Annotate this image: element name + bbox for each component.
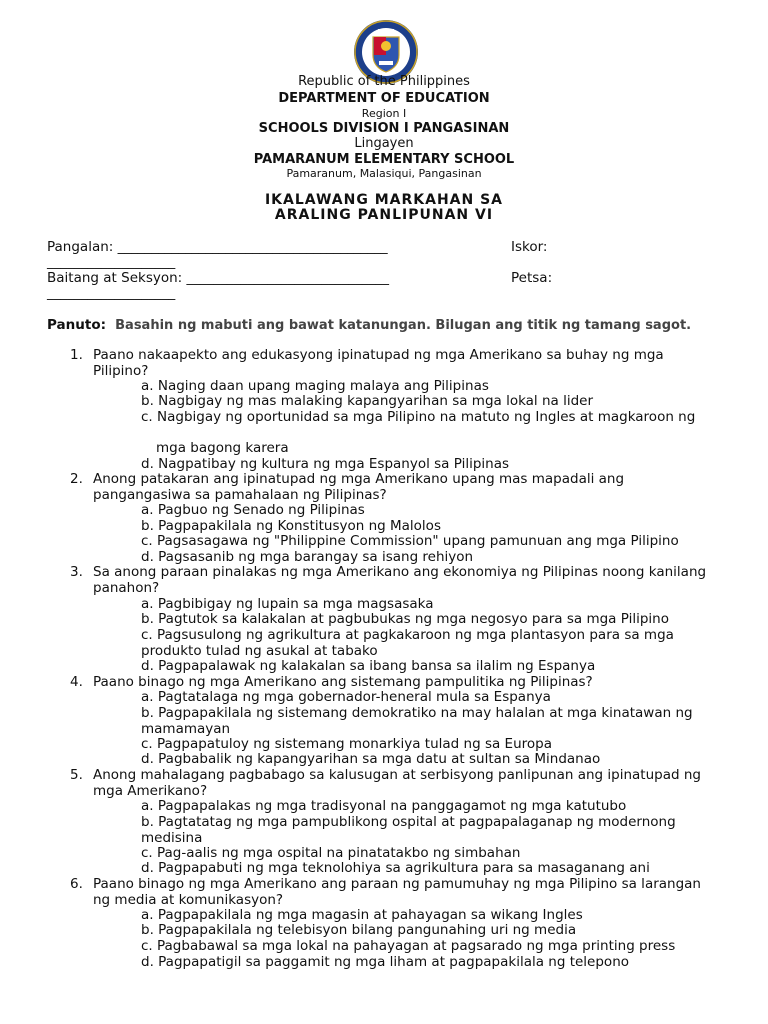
question-stem: Paano binago ng mga Amerikano ang sistemang pampulitika ng Pilipinas?: [93, 674, 593, 690]
question-1-option-a[interactable]: a. Naging daan upang maging malaya ang Pilipinas: [141, 378, 489, 394]
question-6-option-b[interactable]: b. Pagpapakilala ng telebisyon bilang pangunahing uri ng media: [141, 922, 577, 938]
exam-title-line-2: ARALING PANLIPUNAN VI: [274, 207, 494, 223]
question-2-option-c[interactable]: c. Pagsasagawa ng "Philippine Commission" upang pamunuan ang mga Pilipino: [141, 533, 679, 549]
name-field-continued: ___________________: [47, 254, 176, 270]
name-field[interactable]: Pangalan: ________________________________________: [47, 239, 388, 255]
header-division: SCHOOLS DIVISION I PANGASINAN: [258, 121, 510, 136]
question-5-option-a[interactable]: a. Pagpapalakas ng mga tradisyonal na panggagamot ng mga katutubo: [141, 798, 627, 814]
date-field[interactable]: Petsa:: [511, 270, 553, 286]
question-2-option-b[interactable]: b. Pagpapakilala ng Konstitusyon ng Malolos: [141, 518, 441, 534]
question-5-option-b[interactable]: b. Pagtatatag ng mga pampublikong ospital at pagpapalaganap ng modernong medisina: [141, 814, 676, 846]
question-1-option-b[interactable]: b. Nagbigay ng mas malaking kapangyarihan sa mga lokal na lider: [141, 393, 594, 409]
question-1-option-c-continued: mga bagong karera: [156, 440, 289, 456]
score-field[interactable]: Iskor:: [511, 239, 548, 255]
directions-label: Panuto:: [47, 317, 106, 333]
question-stem: Anong patakaran ang ipinatupad ng mga Amerikano upang mas mapadali ang pangangasiwa sa pamahalaan ng Pilipinas?: [93, 471, 625, 503]
header-department: DEPARTMENT OF EDUCATION: [278, 91, 490, 106]
question-6-option-c[interactable]: c. Pagbabawal sa mga lokal na pahayagan at pagsarado ng mga printing press: [141, 938, 676, 954]
question-6-option-d[interactable]: d. Pagpapatigil sa paggamit ng mga liham at pagpapakilala ng telepono: [141, 954, 630, 970]
question-number: 6.: [70, 876, 83, 892]
question-1-option-c[interactable]: [141, 410, 706, 426]
question-4-option-c[interactable]: c. Pagpapatuloy ng sistemang monarkiya tulad ng sa Europa: [141, 736, 552, 752]
question-2-option-d[interactable]: d. Pagsasanib ng mga barangay sa isang rehiyon: [141, 549, 474, 565]
question-4-option-a[interactable]: a. Pagtatalaga ng mga gobernador-heneral mula sa Espanya: [141, 689, 551, 705]
question-6-option-a[interactable]: a. Pagpapakilala ng mga magasin at pahayagan sa wikang Ingles: [141, 907, 583, 923]
question-1-option-c-text: c. Nagbigay ng oportunidad sa mga Pilipino na matuto ng Ingles at magkaroon ng: [141, 409, 696, 425]
header-school: PAMARANUM ELEMENTARY SCHOOL: [253, 152, 515, 167]
question-4-option-b[interactable]: b. Pagpapakilala ng sistemang demokratiko na may halalan at mga kinatawan ng mamamayan: [141, 705, 693, 737]
header-region: Region I: [361, 107, 407, 120]
header-city: Lingayen: [354, 136, 414, 151]
question-stem: Paano nakaapekto ang edukasyong ipinatupad ng mga Amerikano sa buhay ng mga Pilipino?: [93, 347, 664, 379]
question-3-option-d[interactable]: d. Pagpapalawak ng kalakalan sa ibang bansa sa ilalim ng Espanya: [141, 658, 596, 674]
header-republic: Republic of the Philippines: [298, 74, 470, 89]
directions-text: Basahin ng mabuti ang bawat katanungan. Bilugan ang titik ng tamang sagot.: [115, 318, 692, 333]
question-stem: Paano binago ng mga Amerikano ang paraan ng pamumuhay ng mga Pilipino sa larangan ng media at komunikasyon?: [93, 876, 701, 908]
question-3-option-b[interactable]: b. Pagtutok sa kalakalan at pagbubukas ng mga negosyo para sa mga Pilipino: [141, 611, 669, 627]
question-stem: Anong mahalagang pagbabago sa kalusugan at serbisyong panlipunan ang ipinatupad ng mga Amerikano?: [93, 767, 701, 799]
question-5-option-d[interactable]: d. Pagpapabuti ng mga teknolohiya sa agrikultura para sa masaganang ani: [141, 860, 650, 876]
directions: [47, 317, 691, 333]
question-number: 3.: [70, 564, 83, 580]
exam-title-line-1: IKALAWANG MARKAHAN SA: [264, 192, 504, 208]
question-1-option-d[interactable]: d. Nagpatibay ng kultura ng mga Espanyol sa Pilipinas: [141, 456, 510, 472]
question-number: 1.: [70, 347, 83, 363]
question-number: 4.: [70, 674, 83, 690]
grade-section-field[interactable]: Baitang at Seksyon: ______________________________: [47, 270, 389, 286]
question-4-option-d[interactable]: d. Pagbabalik ng kapangyarihan sa mga datu at sultan sa Mindanao: [141, 751, 601, 767]
question-5-option-c[interactable]: c. Pag-aalis ng mga ospital na pinatatakbo ng simbahan: [141, 845, 521, 861]
question-number: 5.: [70, 767, 83, 783]
question-2-option-a[interactable]: a. Pagbuo ng Senado ng Pilipinas: [141, 502, 365, 518]
question-number: 2.: [70, 471, 83, 487]
header-address: Pamaranum, Malasiqui, Pangasinan: [286, 167, 482, 180]
question-stem: Sa anong paraan pinalakas ng mga Amerikano ang ekonomiya ng Pilipinas noong kanilang panahon?: [93, 564, 707, 596]
question-3-option-c[interactable]: c. Pagsusulong ng agrikultura at pagkakaroon ng mga plantasyon para sa mga produkto tulad ng asukal at tabako: [141, 627, 674, 659]
grade-section-field-continued: ___________________: [47, 285, 176, 301]
question-3-option-a[interactable]: a. Pagbibigay ng lupain sa mga magsasaka: [141, 596, 434, 612]
